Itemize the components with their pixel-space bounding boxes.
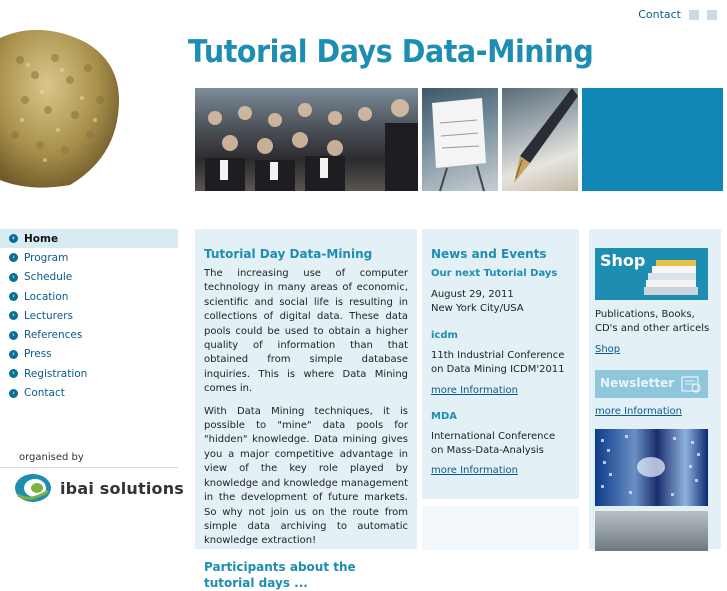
newsletter-title: Newsletter xyxy=(600,375,675,390)
print-icon[interactable] xyxy=(689,10,699,20)
nav-item-press[interactable] xyxy=(0,345,178,364)
next-tutorial-heading: Our next Tutorial Days xyxy=(431,268,558,279)
shop-link[interactable]: Shop xyxy=(595,343,621,355)
arrow-right-icon: › xyxy=(9,273,18,282)
nav-item-location[interactable] xyxy=(0,287,178,306)
nav-item-schedule[interactable] xyxy=(0,268,178,287)
nav-item-label: Contact xyxy=(24,387,65,400)
arrow-right-icon: › xyxy=(9,234,18,243)
mda-more-info-link[interactable]: more Information xyxy=(431,465,518,477)
nav-item-label: Registration xyxy=(24,367,88,380)
sitemap-icon[interactable] xyxy=(707,10,717,20)
nav-item-label: Press xyxy=(24,348,52,361)
arrow-right-icon: › xyxy=(9,331,18,340)
nav-item-label: Home xyxy=(24,232,59,245)
ibai-logo-icon xyxy=(14,473,52,503)
data-tunnel-image xyxy=(595,429,708,506)
icdm-more-info-link[interactable]: more Information xyxy=(431,384,518,396)
main-nav xyxy=(0,229,178,403)
icdm-heading: icdm xyxy=(431,329,458,341)
arrow-right-icon: › xyxy=(9,292,18,301)
nav-item-registration[interactable] xyxy=(0,364,178,383)
nav-item-references[interactable] xyxy=(0,325,178,344)
nav-item-label: Lecturers xyxy=(24,309,74,322)
site-title: Tutorial Days Data-Mining xyxy=(188,34,594,70)
nav-item-program[interactable] xyxy=(0,248,178,267)
news-lower-panel xyxy=(422,506,579,550)
next-tutorial-date: August 29, 2011 xyxy=(431,289,514,300)
mda-heading: MDA xyxy=(431,410,457,422)
data-mining-paragraph: With Data Mining techniques, it is possible to "mine" data pools for "hidden" knowledge. Data mining gives you a major competitive advantage in view of the key role played by knowledge and knowledge management in the development of future markets. So why not join us on the route from simple data archiving to automatic knowledge extraction! xyxy=(204,405,408,547)
header-banner xyxy=(195,88,723,191)
news-heading: News and Events xyxy=(431,247,547,261)
intro-paragraph: The increasing use of computer technology in many areas of economic, scientific and social life is resulting in collections of digital data. These data pools could be used to obtain a higher quality of information than that obtained from simple database inquiries. This is where Data Mining comes in. xyxy=(204,268,408,395)
shop-banner[interactable] xyxy=(595,248,708,300)
arrow-right-icon: › xyxy=(9,369,18,378)
newsletter-banner[interactable] xyxy=(595,370,708,398)
organised-by-label: organised by xyxy=(19,452,84,463)
shop-text: Publications, Books, CD's and other articels xyxy=(595,309,710,335)
icdm-text: 11th Industrial Conference on Data Mining ICDM'2011 xyxy=(431,349,565,376)
news-events-panel xyxy=(422,229,579,499)
nav-item-label: Schedule xyxy=(24,271,73,284)
audience-photo xyxy=(195,88,418,191)
top-bar xyxy=(638,8,717,21)
shop-panel xyxy=(589,229,721,549)
arrow-right-icon: › xyxy=(9,253,18,262)
main-content xyxy=(195,229,417,590)
shop-title: Shop xyxy=(600,251,646,270)
nav-item-lecturers[interactable] xyxy=(0,306,178,325)
participants-heading[interactable]: Participants about the tutorial days ... xyxy=(204,559,356,590)
main-heading: Tutorial Day Data-Mining xyxy=(204,247,373,261)
nav-item-contact[interactable] xyxy=(0,383,178,402)
header-seeds-image xyxy=(0,20,135,190)
nav-item-label: References xyxy=(24,329,83,342)
blue-banner-block xyxy=(582,88,723,191)
books-icon xyxy=(644,260,702,298)
divider xyxy=(0,467,178,468)
mda-text: International Conference on Mass-Data-Analysis xyxy=(431,430,556,457)
fountain-pen-photo xyxy=(502,88,578,191)
arrow-right-icon: › xyxy=(9,350,18,359)
ibai-logo-text: ibai solutions xyxy=(60,478,185,498)
arrow-right-icon: › xyxy=(9,311,18,320)
newsletter-more-info-link[interactable]: more Information xyxy=(595,405,682,417)
newsletter-icon xyxy=(680,373,702,395)
nav-item-home[interactable] xyxy=(0,229,178,248)
flipchart-photo xyxy=(422,88,498,191)
nav-item-label: Location xyxy=(24,290,69,303)
next-tutorial-place: New York City/USA xyxy=(431,303,524,315)
building-image xyxy=(595,511,708,551)
nav-item-label: Program xyxy=(24,251,69,264)
arrow-right-icon: › xyxy=(9,389,18,398)
ibai-logo[interactable] xyxy=(14,473,184,503)
contact-link[interactable]: Contact xyxy=(638,8,681,21)
